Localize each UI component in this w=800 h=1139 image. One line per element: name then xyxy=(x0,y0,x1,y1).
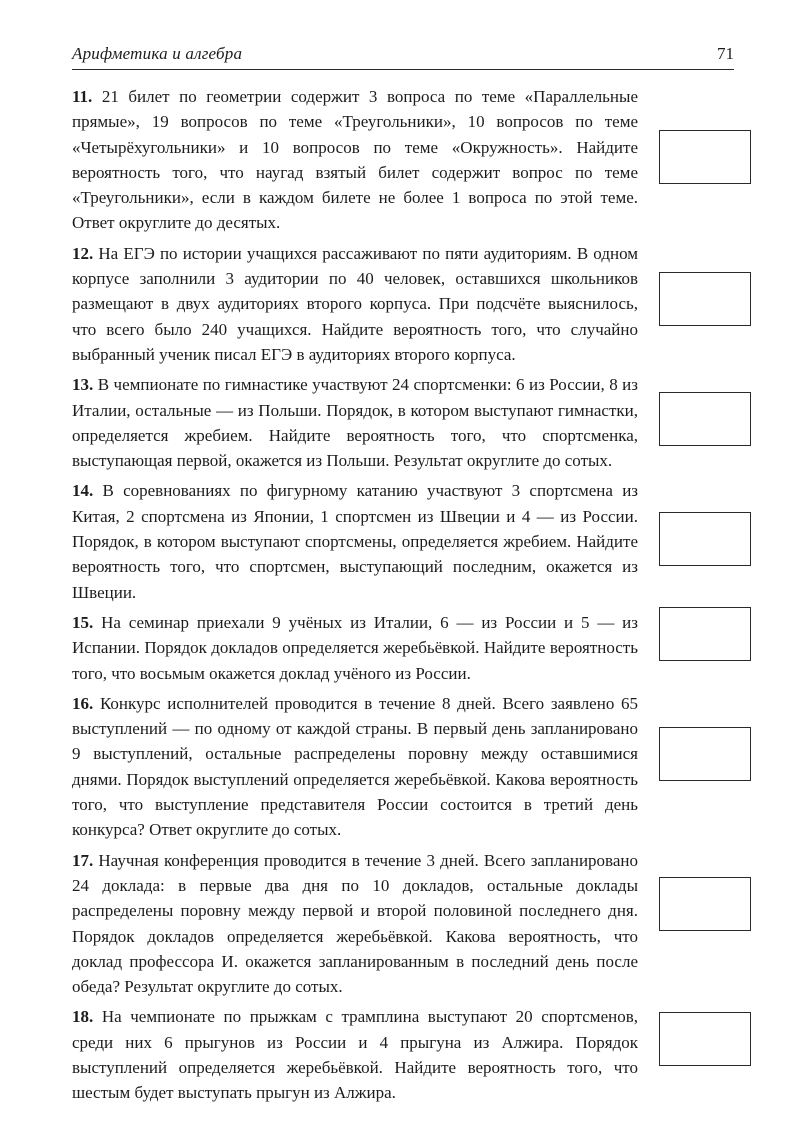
answer-box xyxy=(659,727,751,781)
problem-paragraph xyxy=(72,84,638,236)
problem-paragraph xyxy=(72,478,638,604)
problem-paragraph xyxy=(72,1004,638,1105)
problem-text: В чемпионате по гимнастике участвуют 24 спортсменки: 6 из России, 8 из Италии, остальные — из Польши. Порядок, в котором выступают гимнастки, определяется жребием. Найдите вероятность того, что спортсменка, выступающая первой, окажется из Польши. Результат округлите до сотых. xyxy=(72,375,638,471)
answer-box xyxy=(659,877,751,931)
problem-paragraph xyxy=(72,691,638,843)
problem-text: Конкурс исполнителей проводится в течение 8 дней. Всего заявлено 65 выступлений — по одному от каждой страны. В первый день запланировано 9 выступлений, остальные распределены поровну между оставшимися днями. Порядок выступлений определяется жеребьёвкой. Какова вероятность того, что выступление представителя России состоится в третий день конкурса? Ответ округлите до сотых. xyxy=(72,693,639,840)
problem-paragraph xyxy=(72,610,638,686)
problem-number: 18. xyxy=(72,1007,94,1027)
answer-box xyxy=(659,392,751,446)
answer-box xyxy=(659,607,751,661)
page-header xyxy=(72,44,734,64)
problem-number: 15. xyxy=(72,612,94,632)
problem-number: 16. xyxy=(72,693,94,713)
problem-text: На чемпионате по прыжкам с трамплина выступают 20 спортсменов, среди них 6 прыгунов из России и 4 прыгуна из Алжира. Порядок выступлений определяется жеребьёвкой. Найдите вероятность того, что шестым будет выступать прыгун из Алжира. xyxy=(72,1007,638,1103)
answer-box xyxy=(659,1012,751,1066)
problems-list xyxy=(72,84,638,1111)
problem-paragraph xyxy=(72,241,638,367)
answer-box xyxy=(659,512,751,566)
problem-number: 17. xyxy=(72,850,94,870)
answer-box xyxy=(659,272,751,326)
problem-text: 21 билет по геометрии содержит 3 вопроса по теме «Параллельные прямые», 19 вопросов по теме «Треугольники», 10 вопросов по теме «Четырёхугольники» и 10 вопросов по теме «Окружность». Найдите вероятность того, что наугад взятый билет содержит вопрос по теме «Треугольники», если в каждом билете не более 1 вопроса по этой теме. Ответ округлите до десятых. xyxy=(72,87,638,233)
section-title: Арифметика и алгебра xyxy=(72,44,243,63)
problem-paragraph xyxy=(72,848,638,1000)
page-number: 71 xyxy=(717,44,734,63)
problem-text: На семинар приехали 9 учёных из Италии, 6 — из России и 5 — из Испании. Порядок докладов определяется жеребьёвкой. Найдите вероятность того, что восьмым окажется доклад учёного из России. xyxy=(72,612,638,683)
problem-text: Научная конференция проводится в течение 3 дней. Всего запланировано 24 доклада: в первые два дня по 10 докладов, остальные доклады распределены поровну между первой и второй половиной последнего дня. Порядок докладов определяется жеребьёвкой. Какова вероятность, что доклад профессора И. окажется запланированным в последний день после обеда? Результат округлите до сотых. xyxy=(72,850,638,997)
problem-number: 12. xyxy=(72,243,94,263)
answer-box xyxy=(659,130,751,184)
problem-text: На ЕГЭ по истории учащихся рассаживают по пяти аудиториям. В одном корпусе заполнили 3 аудитории по 40 человек, оставшихся школьников размещают в двух аудиториях второго корпуса. При подсчёте выяснилось, что всего было 240 учащихся. Найдите вероятность того, что случайно выбранный ученик писал ЕГЭ в аудиториях второго корпуса. xyxy=(72,243,639,364)
problem-number: 14. xyxy=(72,481,94,501)
problem-number: 13. xyxy=(72,375,94,395)
problem-paragraph xyxy=(72,372,638,473)
problem-text: В соревнованиях по фигурному катанию участвуют 3 спортсмена из Китая, 2 спортсмена из Японии, 1 спортсмен из Швеции и 4 — из России. Порядок, в котором выступают спортсмены, определяется жребием. Найдите вероятность того, что спортсмен, выступающий последним, окажется из Швеции. xyxy=(72,481,639,602)
problem-number: 11. xyxy=(72,87,93,106)
header-rule xyxy=(72,69,734,70)
